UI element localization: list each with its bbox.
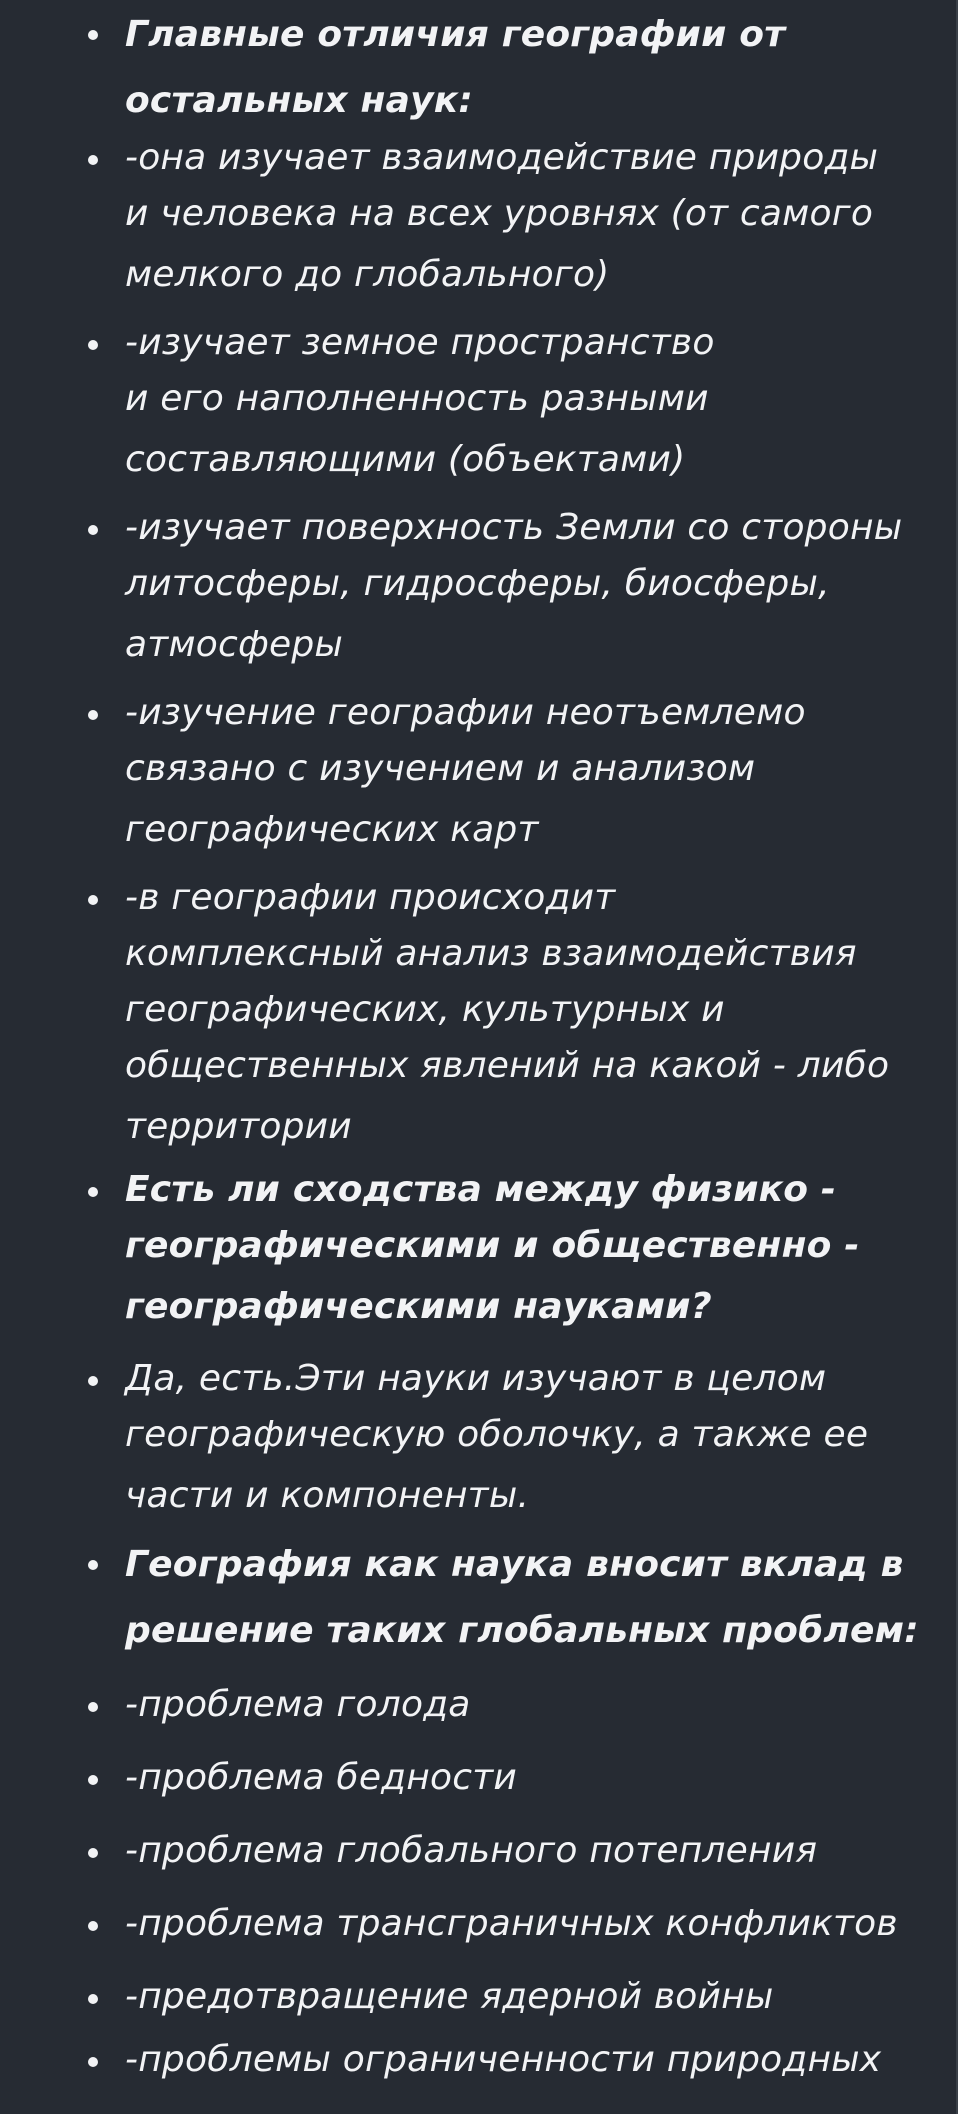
list-item-line: решение таких глобальных проблем:: [125, 1610, 919, 1651]
bullet-icon: [88, 710, 98, 720]
bullet-icon: [88, 1921, 98, 1931]
list-item-line: -изучает земное пространство: [125, 322, 715, 363]
list-item: [125, 1896, 925, 1952]
list-item-line: -она изучает взаимодействие природы: [125, 137, 879, 178]
list-item: [125, 1162, 925, 1340]
list-item: [125, 1969, 925, 2025]
list-item-line: комплексный анализ взаимодействия: [125, 933, 857, 974]
list-item-line: -в географии происходит: [125, 877, 616, 918]
list-item-line: части и компоненты.: [125, 1475, 530, 1516]
list-item: [125, 1750, 925, 1806]
list-item: [125, 2, 925, 134]
bullet-icon: [88, 1187, 98, 1197]
list-item-line: Есть ли сходства между физико -: [125, 1169, 837, 1210]
list-item-line: географическими науками?: [125, 1286, 712, 1327]
list-item-line: -предотвращение ядерной войны: [125, 1976, 774, 2017]
list-item-line: атмосферы: [125, 624, 344, 665]
list-item: [125, 1823, 925, 1879]
list-item-line: мелкого до глобального): [125, 254, 610, 295]
bullet-icon: [88, 30, 98, 40]
list-item: [125, 685, 925, 863]
bullet-icon: [88, 340, 98, 350]
bullet-icon: [88, 1376, 98, 1386]
list-item-line: литосферы, гидросферы, биосферы,: [125, 563, 830, 604]
bullet-icon: [88, 1848, 98, 1858]
list-item-line: -проблема трансграничных конфликтов: [125, 1903, 898, 1944]
list-item-line: составляющими (объектами): [125, 439, 686, 480]
list-item-line: -изучение географии неотъемлемо: [125, 692, 806, 733]
bullet-icon: [88, 1560, 98, 1570]
list-item: [125, 1677, 925, 1733]
list-item-line: территории: [125, 1106, 352, 1147]
list-item-line: и человека на всех уровнях (от самого: [125, 193, 874, 234]
list-item-line: -проблемы ограниченности природных: [125, 2039, 882, 2080]
list-item-line: географическими и общественно -: [125, 1225, 860, 1266]
bullet-icon: [88, 1994, 98, 2004]
bullet-icon: [88, 155, 98, 165]
bullet-icon: [88, 1702, 98, 1712]
list-item: [125, 870, 925, 1160]
list-item: [125, 1351, 925, 1529]
list-item: [125, 315, 925, 493]
list-item-line: географических карт: [125, 809, 539, 850]
list-item: [125, 130, 925, 308]
bullet-icon: [88, 895, 98, 905]
bullet-icon: [88, 2057, 98, 2067]
list-item-line: Да, есть.Эти науки изучают в целом: [125, 1358, 827, 1399]
list-item-line: остальных наук:: [125, 80, 474, 121]
list-item-line: География как наука вносит вклад в: [125, 1544, 904, 1585]
list-item: [125, 2032, 925, 2088]
list-item-line: и его наполненность разными: [125, 378, 709, 419]
list-item-line: связано с изучением и анализом: [125, 748, 756, 789]
list-item: [125, 500, 925, 678]
list-item-line: -проблема бедности: [125, 1757, 517, 1798]
list-item-line: -проблема глобального потепления: [125, 1830, 818, 1871]
list-item-line: -изучает поверхность Земли со стороны: [125, 507, 903, 548]
list-item: [125, 1532, 925, 1664]
list-item-line: общественных явлений на какой - либо: [125, 1045, 890, 1086]
list-item-line: географическую оболочку, а также ее: [125, 1414, 869, 1455]
bullet-icon: [88, 525, 98, 535]
list-item-line: -проблема голода: [125, 1684, 471, 1725]
bullet-icon: [88, 1775, 98, 1785]
list-item-line: Главные отличия географии от: [125, 14, 786, 55]
list-item-line: географических, культурных и: [125, 989, 725, 1030]
